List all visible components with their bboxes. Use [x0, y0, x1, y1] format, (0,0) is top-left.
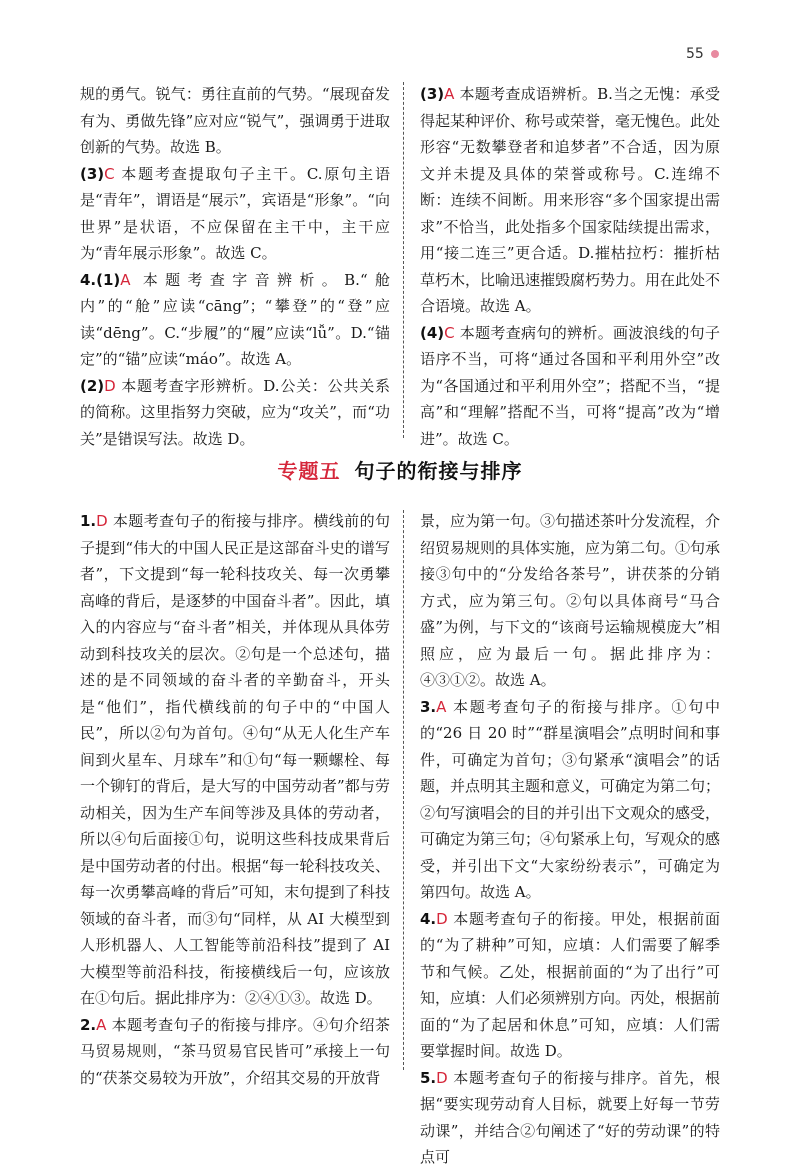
- explanation: 本题考查提取句子主干。C.原句主语是“青年”，谓语是“展示”，宾语是“形象”。“向世界”是状语，不应保留在主干中，主干应为“青年展示形象”。故选 C。: [80, 164, 390, 262]
- explanation: 本题考查成语辨析。B.当之无愧：承受得起某种评价、称号或荣誉，毫无愧色。此处形容“无数攀登者和追梦者”不合适，因为原文并未提及具体的荣誉或称号。C.连绵不断：连续不间断。用来形容“多个国家提出需求”不恰当，此处指多个国家陆续提出需求，用“接二连三”更合适。D.摧枯拉朽：摧折枯草朽木，比喻迅速摧毁腐朽势力。用在此处不合语境。故选 A。: [420, 85, 721, 315]
- item-label: 4.: [420, 909, 437, 928]
- explanation: 本题考查句子的衔接与排序。首先，根据“要实现劳动育人目标，就要上好每一节劳动课”，并结合②句阐述了“好的劳动课”的特点可: [420, 1068, 720, 1166]
- bottom-left-column: [80, 508, 390, 1091]
- item-label: (3): [420, 85, 445, 103]
- explanation: 本题考查病句的辨析。画波浪线的句子语序不当，可将“通过各国和平利用外空”改为“各国通过和平利用外空”；搭配不当，“提高”和“理解”搭配不当，可将“提高”改为“增进”。故选 C。: [420, 323, 720, 448]
- item-label: (2): [80, 376, 105, 395]
- answer-item: [80, 508, 390, 1012]
- answer-letter: D: [436, 909, 448, 928]
- explanation: 本题考查句子的衔接与排序。④句介绍茶马贸易规则，“茶马贸易官民皆可”承接上一句的“茯茶交易较为开放”，介绍其交易的开放背: [80, 1015, 390, 1087]
- item-label: 3.: [420, 697, 437, 716]
- explanation: 景，应为第一句。③句描述茶叶分发流程，介绍贸易规则的具体实施，应为第二句。①句承接③句中的“分发给各茶号”，讲茯茶的分销方式，应为第三句。②句以具体商号“马合盛”为例，与下文的“该商号运输规模庞大”相照应，应为最后一句。据此排序为：④③①②。故选 A。: [420, 512, 721, 689]
- item-label: 2.: [80, 1015, 97, 1034]
- item-label: 5.: [420, 1068, 437, 1087]
- page-number-dot: [711, 50, 719, 58]
- explanation: 本题考查句子的衔接与排序。横线前的句子提到“伟大的中国人民正是这部奋斗史的谱写者”，下文提到“每一轮科技攻关、每一次勇攀高峰的背后，是逐梦的中国奋斗者”。因此，填入的内容应与“奋斗者”相关，并体现从具体劳动到科技攻关的层次。②句是一个总述句，描述的是不同领域的奋斗者的辛勤奋斗，开头是“他们”，指代横线前的句子中的“中国人民”，所以②句为首句。④句“从无人化生产车间到火星车、月球车”和①句“每一颗螺栓、每一个铆钉的背后，是大写的中国劳动者”都与劳动相关，因为生产车间等涉及具体的劳动者，所以④句后面接①句，说明这些科技成果背后是中国劳动者的付出。根据“每一轮科技攻关、每一次勇攀高峰的背后”可知，末句提到了科技领域的奋斗者，而③句“同样，从 AI 大模型到人形机器人、人工智能等前沿科技”提到了 AI 大模型等前沿科技，衔接横线后一句，应该放在①句后。据此排序为：②④①③。故选 D。: [80, 512, 390, 1007]
- section-tag: 专题五: [277, 459, 341, 483]
- item-label: 4.(1): [80, 270, 121, 289]
- text: 规的勇气。锐气：勇往直前的气势。“展现奋发有为、勇做先锋”应对应“锐气”，强调勇于进取创新的气势。故选 B。: [80, 85, 390, 156]
- answer-letter: D: [104, 376, 116, 395]
- answer-letter: C: [104, 164, 115, 183]
- answer-item: [80, 373, 390, 453]
- top-right-column: [420, 81, 720, 452]
- answer-letter: D: [436, 1068, 448, 1087]
- explanation: 本题考查句子的衔接。甲处，根据前面的“为了耕种”可知，应填：人们需要了解季节和气候。乙处，根据前面的“为了出行”可知，应填：人们必须辨别方向。丙处，根据前面的“为了起居和休息”可知，应填：人们需要掌握时间。故选 D。: [420, 909, 721, 1060]
- answer-letter: C: [444, 323, 455, 342]
- page-number: 55: [686, 46, 704, 62]
- answer-letter: A: [96, 1015, 107, 1034]
- answer-letter: D: [96, 512, 108, 530]
- column-divider: [403, 510, 404, 1070]
- section-heading: [0, 455, 800, 484]
- answer-letter: A: [444, 85, 455, 103]
- answer-item: [420, 81, 720, 320]
- explanation: 本题考查字音辨析。B.“舱内”的“舱”应读“cāng”；“攀登”的“登”应读“dēng”。C.“步履”的“履”应读“lǚ”。D.“锚定”的“锚”应读“máo”。故选 A。: [80, 270, 390, 368]
- answer-item: [420, 906, 720, 1065]
- answer-letter: A: [436, 697, 447, 716]
- item-label: (3): [80, 164, 105, 183]
- item-label: 1.: [80, 512, 97, 530]
- item-label: (4): [420, 323, 445, 342]
- top-left-column: [80, 81, 390, 452]
- answer-item: [80, 161, 390, 267]
- paragraph: [80, 81, 390, 161]
- answer-letter: A: [120, 270, 131, 289]
- column-divider: [403, 82, 404, 438]
- explanation: 本题考查句子的衔接与排序。①句中的“26 日 20 时”“群星演唱会”点明时间和事件，可确定为首句；③句紧承“演唱会”的话题，并点明其主题和意义，可确定为第二句；②句写演唱会的目的并引出下文观众的感受，可确定为第三句；④句紧承上句，写观众的感受，并引出下文“大家纷纷表示”，可确定为第四句。故选 A。: [420, 697, 721, 901]
- section-title: 句子的衔接与排序: [354, 459, 523, 483]
- bottom-right-column: [420, 508, 720, 1171]
- paragraph: [420, 508, 720, 694]
- answer-item: [420, 694, 720, 906]
- answer-item: [80, 267, 390, 373]
- answer-item: [80, 1012, 390, 1092]
- answer-item: [420, 1065, 720, 1171]
- explanation: 本题考查字形辨析。D.公关：公共关系的简称。这里指努力突破，应为“攻关”，而“功关”是错误写法。故选 D。: [80, 376, 390, 448]
- answer-item: [420, 320, 720, 453]
